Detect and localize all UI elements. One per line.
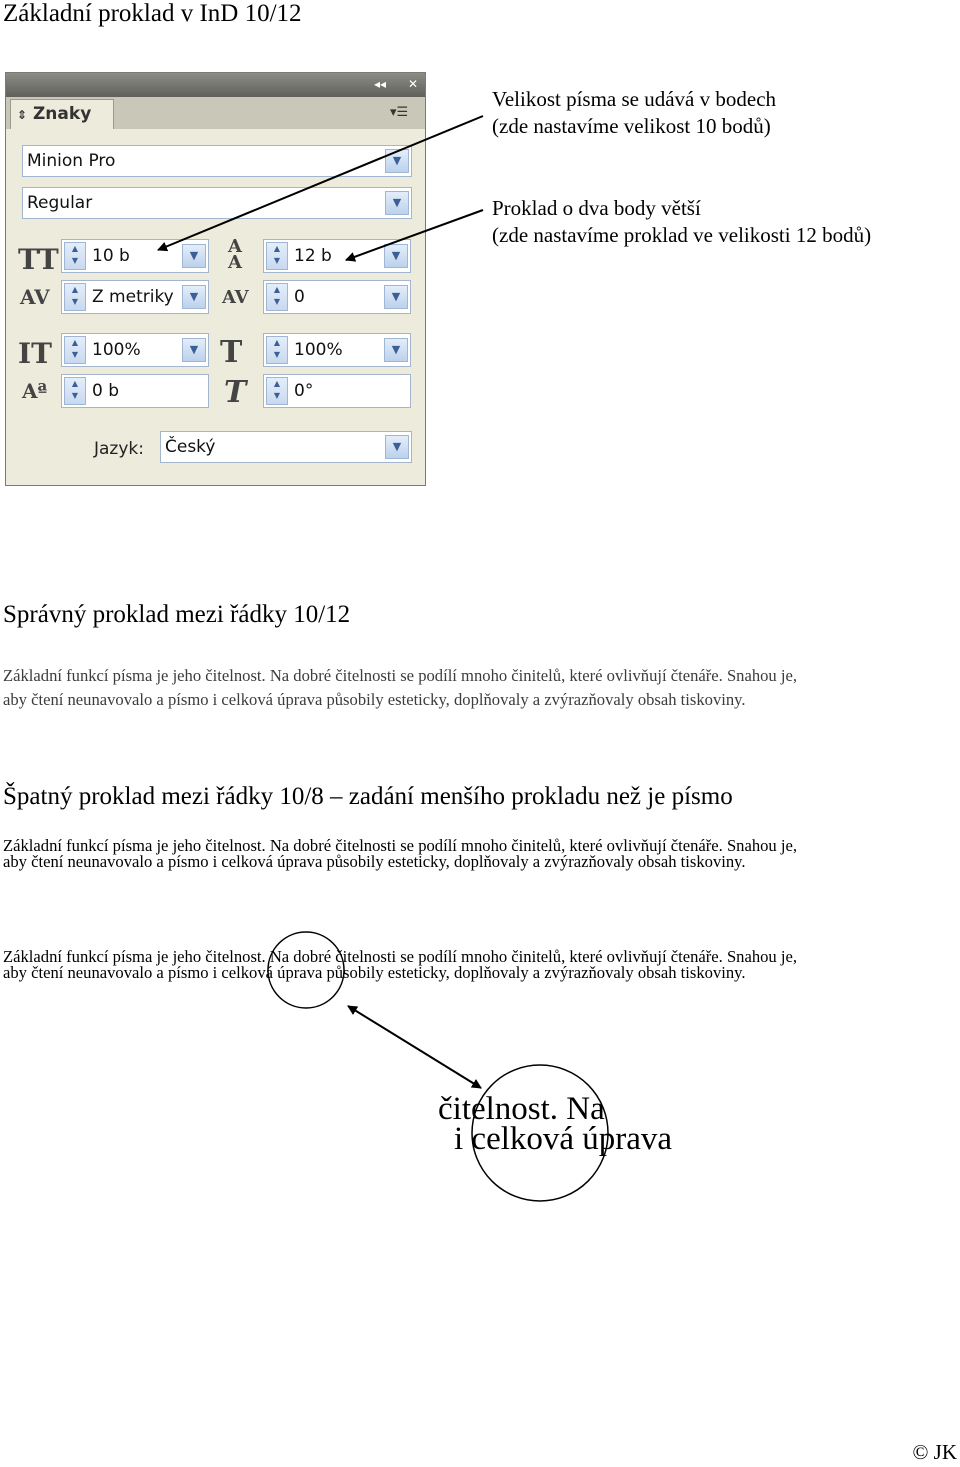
good-leading-paragraph: [3, 664, 960, 712]
stepper-icon[interactable]: ▲ ▼: [64, 283, 86, 311]
zoom-detail: [438, 1091, 673, 1157]
panel-menu-icon[interactable]: ▾☰: [390, 105, 409, 120]
leading-arrow: [346, 210, 483, 260]
leading-value: 12 b: [294, 246, 332, 266]
kerning-value: Z metriky: [92, 287, 174, 307]
annotation-line: Proklad o dva body větší: [492, 196, 701, 220]
horizontal-scale-icon: T: [220, 335, 243, 370]
font-size-icon: TT: [18, 243, 59, 276]
stepper-icon[interactable]: ▲ ▼: [64, 242, 86, 270]
language-label: Jazyk:: [94, 439, 144, 459]
tab-label: Znaky: [32, 104, 92, 124]
stepper-icon[interactable]: ▲ ▼: [266, 377, 288, 405]
bad-leading-paragraph: [3, 838, 960, 870]
horizontal-scale-value: 100%: [294, 340, 343, 360]
annotation-line: (zde nastavíme proklad ve velikosti 12 bodů): [492, 223, 872, 247]
paragraph-line: aby čtení neunavovalo a písmo i celková úprava působily esteticky, doplňovaly a zvýrazňovaly obsah tiskoviny.: [3, 963, 746, 982]
tracking-value: 0: [294, 287, 305, 307]
annotation-line: (zde nastavíme velikost 10 bodů): [492, 114, 771, 138]
good-leading-heading: Správný proklad mezi řádky 10/12: [3, 601, 351, 628]
skew-value: 0°: [294, 381, 314, 401]
zoom-arrow: [348, 1006, 481, 1088]
paragraph-line: Základní funkcí písma je jeho čitelnost. Na dobré čitelnosti se podílí mnoho činitelů, které ovlivňují čtenáře. Snahou je,: [3, 947, 797, 966]
chevron-down-icon[interactable]: ▼: [182, 285, 206, 309]
paragraph-line: Základní funkcí písma je jeho čitelnost. Na dobré čitelnosti se podílí mnoho činitelů, které ovlivňují čtenáře. Snahou je,: [3, 666, 797, 685]
tab-arrows-icon: ⇕: [17, 108, 28, 122]
close-icon[interactable]: ✕: [408, 77, 419, 91]
font-style-value: Regular: [27, 193, 93, 213]
chevron-down-icon[interactable]: ▼: [384, 285, 408, 309]
font-size-value: 10 b: [92, 246, 130, 266]
stepper-icon[interactable]: ▲ ▼: [266, 283, 288, 311]
paragraph-line: Základní funkcí písma je jeho čitelnost. Na dobré čitelnosti se podílí mnoho činitelů, které ovlivňují čtenáře. Snahou je,: [3, 836, 797, 855]
stepper-icon[interactable]: ▲ ▼: [266, 242, 288, 270]
zoom-line: i celková úprava: [454, 1121, 673, 1157]
baseline-shift-value: 0 b: [92, 381, 120, 401]
copyright: © JK: [912, 1440, 957, 1464]
chevron-down-icon[interactable]: ▼: [384, 338, 408, 362]
chevron-down-icon[interactable]: ▼: [182, 338, 206, 362]
baseline-shift-icon: Aª: [22, 379, 48, 403]
chevron-down-icon[interactable]: ▼: [385, 149, 409, 173]
tracking-icon: AV: [222, 287, 249, 308]
leading-icon: A A: [228, 236, 242, 273]
annotation-line: Velikost písma se udává v bodech: [492, 87, 777, 111]
vertical-scale-value: 100%: [92, 340, 141, 360]
stepper-icon[interactable]: ▲ ▼: [64, 377, 86, 405]
zoom-line: čitelnost. Na: [438, 1091, 605, 1127]
kerning-icon: AV: [20, 285, 50, 309]
page-title: Základní proklad v InD 10/12: [3, 0, 302, 27]
chevron-down-icon[interactable]: ▼: [385, 435, 409, 459]
paragraph-line: aby čtení neunavovalo a písmo i celková úprava působily esteticky, doplňovaly a zvýrazňovaly obsah tiskoviny.: [3, 690, 746, 709]
stepper-icon[interactable]: ▲ ▼: [64, 336, 86, 364]
bad-leading-paragraph-detail: [3, 949, 960, 981]
collapse-icon[interactable]: ◂◂: [374, 77, 387, 91]
language-value: Český: [165, 437, 216, 457]
chevron-down-icon[interactable]: ▼: [385, 191, 409, 215]
font-size-arrow: [158, 116, 483, 250]
stepper-icon[interactable]: ▲ ▼: [266, 336, 288, 364]
font-family-value: Minion Pro: [27, 151, 116, 171]
chevron-down-icon[interactable]: ▼: [384, 244, 408, 268]
vertical-scale-icon: IT: [18, 337, 52, 370]
bad-leading-heading: Špatný proklad mezi řádky 10/8 – zadání menšího prokladu než je písmo: [3, 783, 733, 810]
skew-icon: T: [224, 375, 247, 410]
chevron-down-icon[interactable]: ▼: [182, 244, 206, 268]
paragraph-line: aby čtení neunavovalo a písmo i celková úprava působily esteticky, doplňovaly a zvýrazňovaly obsah tiskoviny.: [3, 852, 746, 871]
